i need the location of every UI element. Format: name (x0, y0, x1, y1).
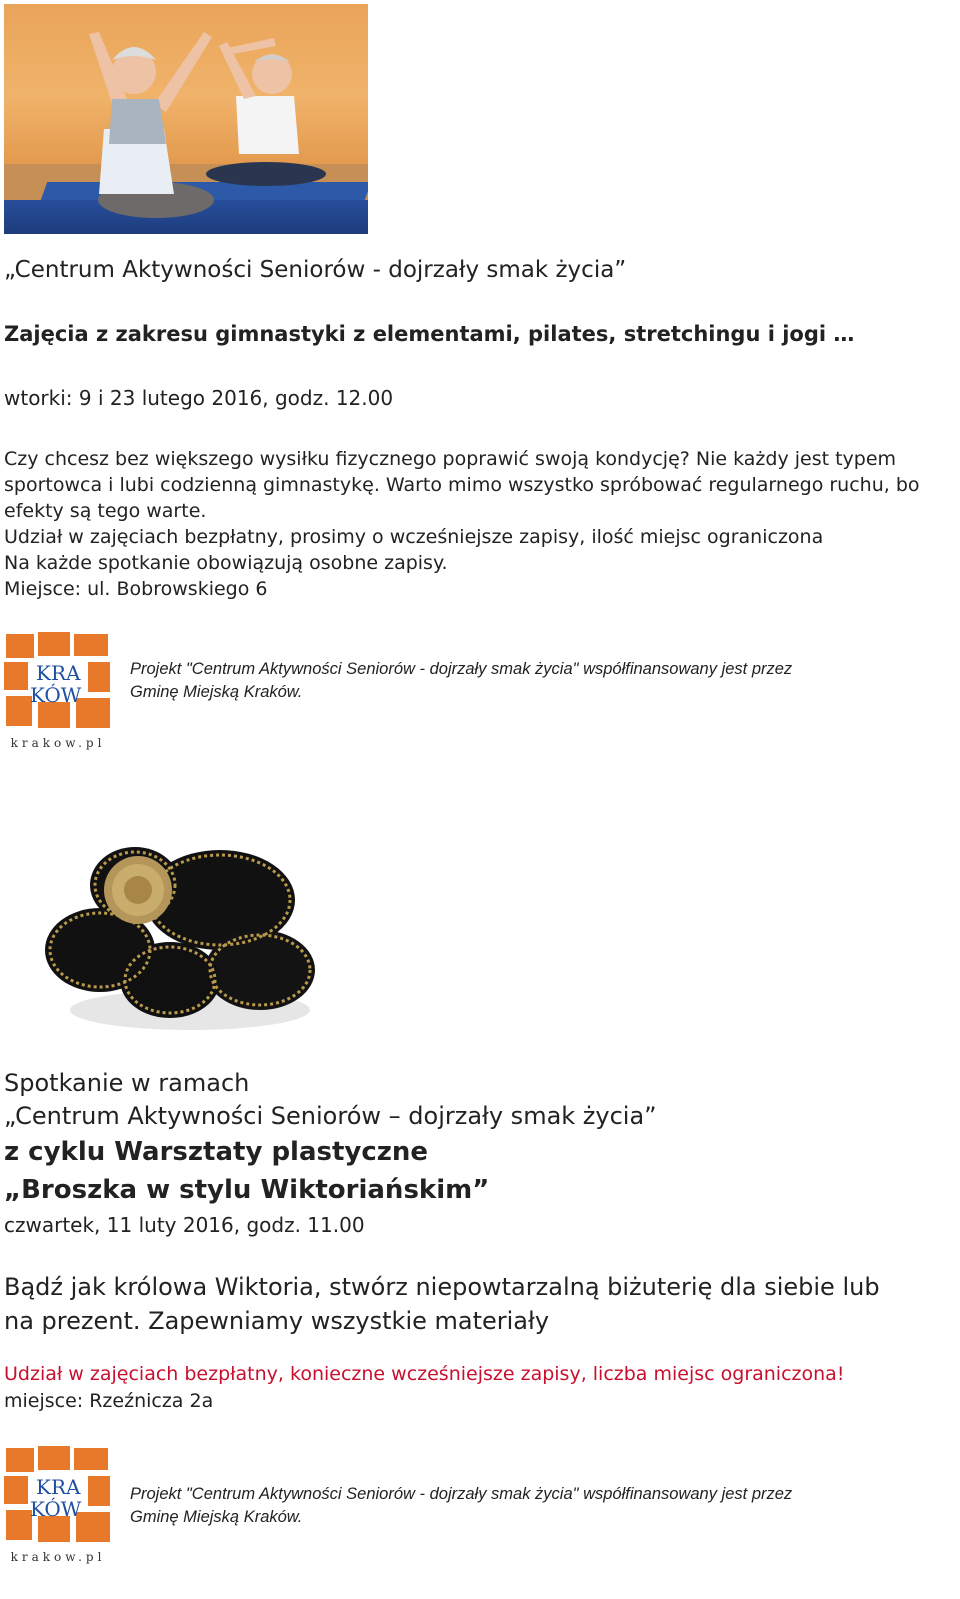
krakow-logo (4, 1446, 112, 1564)
svg-text:KÓW: KÓW (30, 1497, 82, 1521)
event1-note-separate: Na każde spotkanie obowiązują osobne zapisy. (4, 552, 448, 574)
funding-note (130, 658, 792, 704)
event2-date: czwartek, 11 luty 2016, godz. 11.00 (4, 1213, 365, 1237)
svg-text:KÓW: KÓW (30, 683, 82, 707)
svg-text:KRA: KRA (36, 661, 81, 685)
funding-line-2: Gminę Miejską Kraków. (130, 683, 303, 701)
event1-date: wtorki: 9 i 23 lutego 2016, godz. 12.00 (4, 386, 394, 410)
funding-line-1: Projekt "Centrum Aktywności Seniorów - dojrzały smak życia" współfinansowany jest przez (130, 1485, 793, 1503)
krakow-logo-url: krakow.pl (10, 1550, 106, 1564)
svg-text:KRA: KRA (36, 1475, 81, 1499)
event1-subtitle: Zajęcia z zakresu gimnastyki z elementami, pilates, stretchingu i jogi … (4, 322, 855, 346)
krakow-logo (4, 632, 112, 750)
event2-description: Bądź jak królowa Wiktoria, stwórz niepowtarzalną biżuterię dla siebie lub na prezent. Zapewniamy wszystkie materiały (4, 1273, 880, 1335)
event1-title: „Centrum Aktywności Seniorów - dojrzały smak życia” (4, 257, 627, 283)
event2-place: miejsce: Rzeźnicza 2a (4, 1390, 214, 1412)
gymnastics-photo (4, 4, 368, 234)
event2-intro: Spotkanie w ramach (4, 1069, 250, 1097)
event2-cycle: z cyklu Warsztaty plastyczne (4, 1137, 429, 1167)
event2-note: Udział w zajęciach bezpłatny, konieczne wcześniejsze zapisy, liczba miejsc ograniczona! (4, 1363, 845, 1385)
brooch-photo (40, 840, 330, 1045)
event2-title: „Centrum Aktywności Seniorów – dojrzały smak życia” (4, 1102, 657, 1130)
funding-line-2: Gminę Miejską Kraków. (130, 1508, 303, 1526)
event1-place: Miejsce: ul. Bobrowskiego 6 (4, 578, 268, 600)
krakow-logo-url: krakow.pl (10, 736, 106, 750)
funding-note (130, 1483, 792, 1529)
event1-note-free: Udział w zajęciach bezpłatny, prosimy o wcześniejsze zapisy, ilość miejsc ograniczona (4, 526, 824, 548)
event2-workshop-title: „Broszka w stylu Wiktoriańskim” (4, 1175, 490, 1205)
event1-description: Czy chcesz bez większego wysiłku fizycznego poprawić swoją kondycję? Nie każdy jest typem sportowca i lubi codzienną gimnastykę. Warto mimo wszystko spróbować regularnego ruchu, bo efekty są tego warte. (4, 448, 920, 522)
funding-line-1: Projekt "Centrum Aktywności Seniorów - dojrzały smak życia" współfinansowany jest przez (130, 660, 793, 678)
